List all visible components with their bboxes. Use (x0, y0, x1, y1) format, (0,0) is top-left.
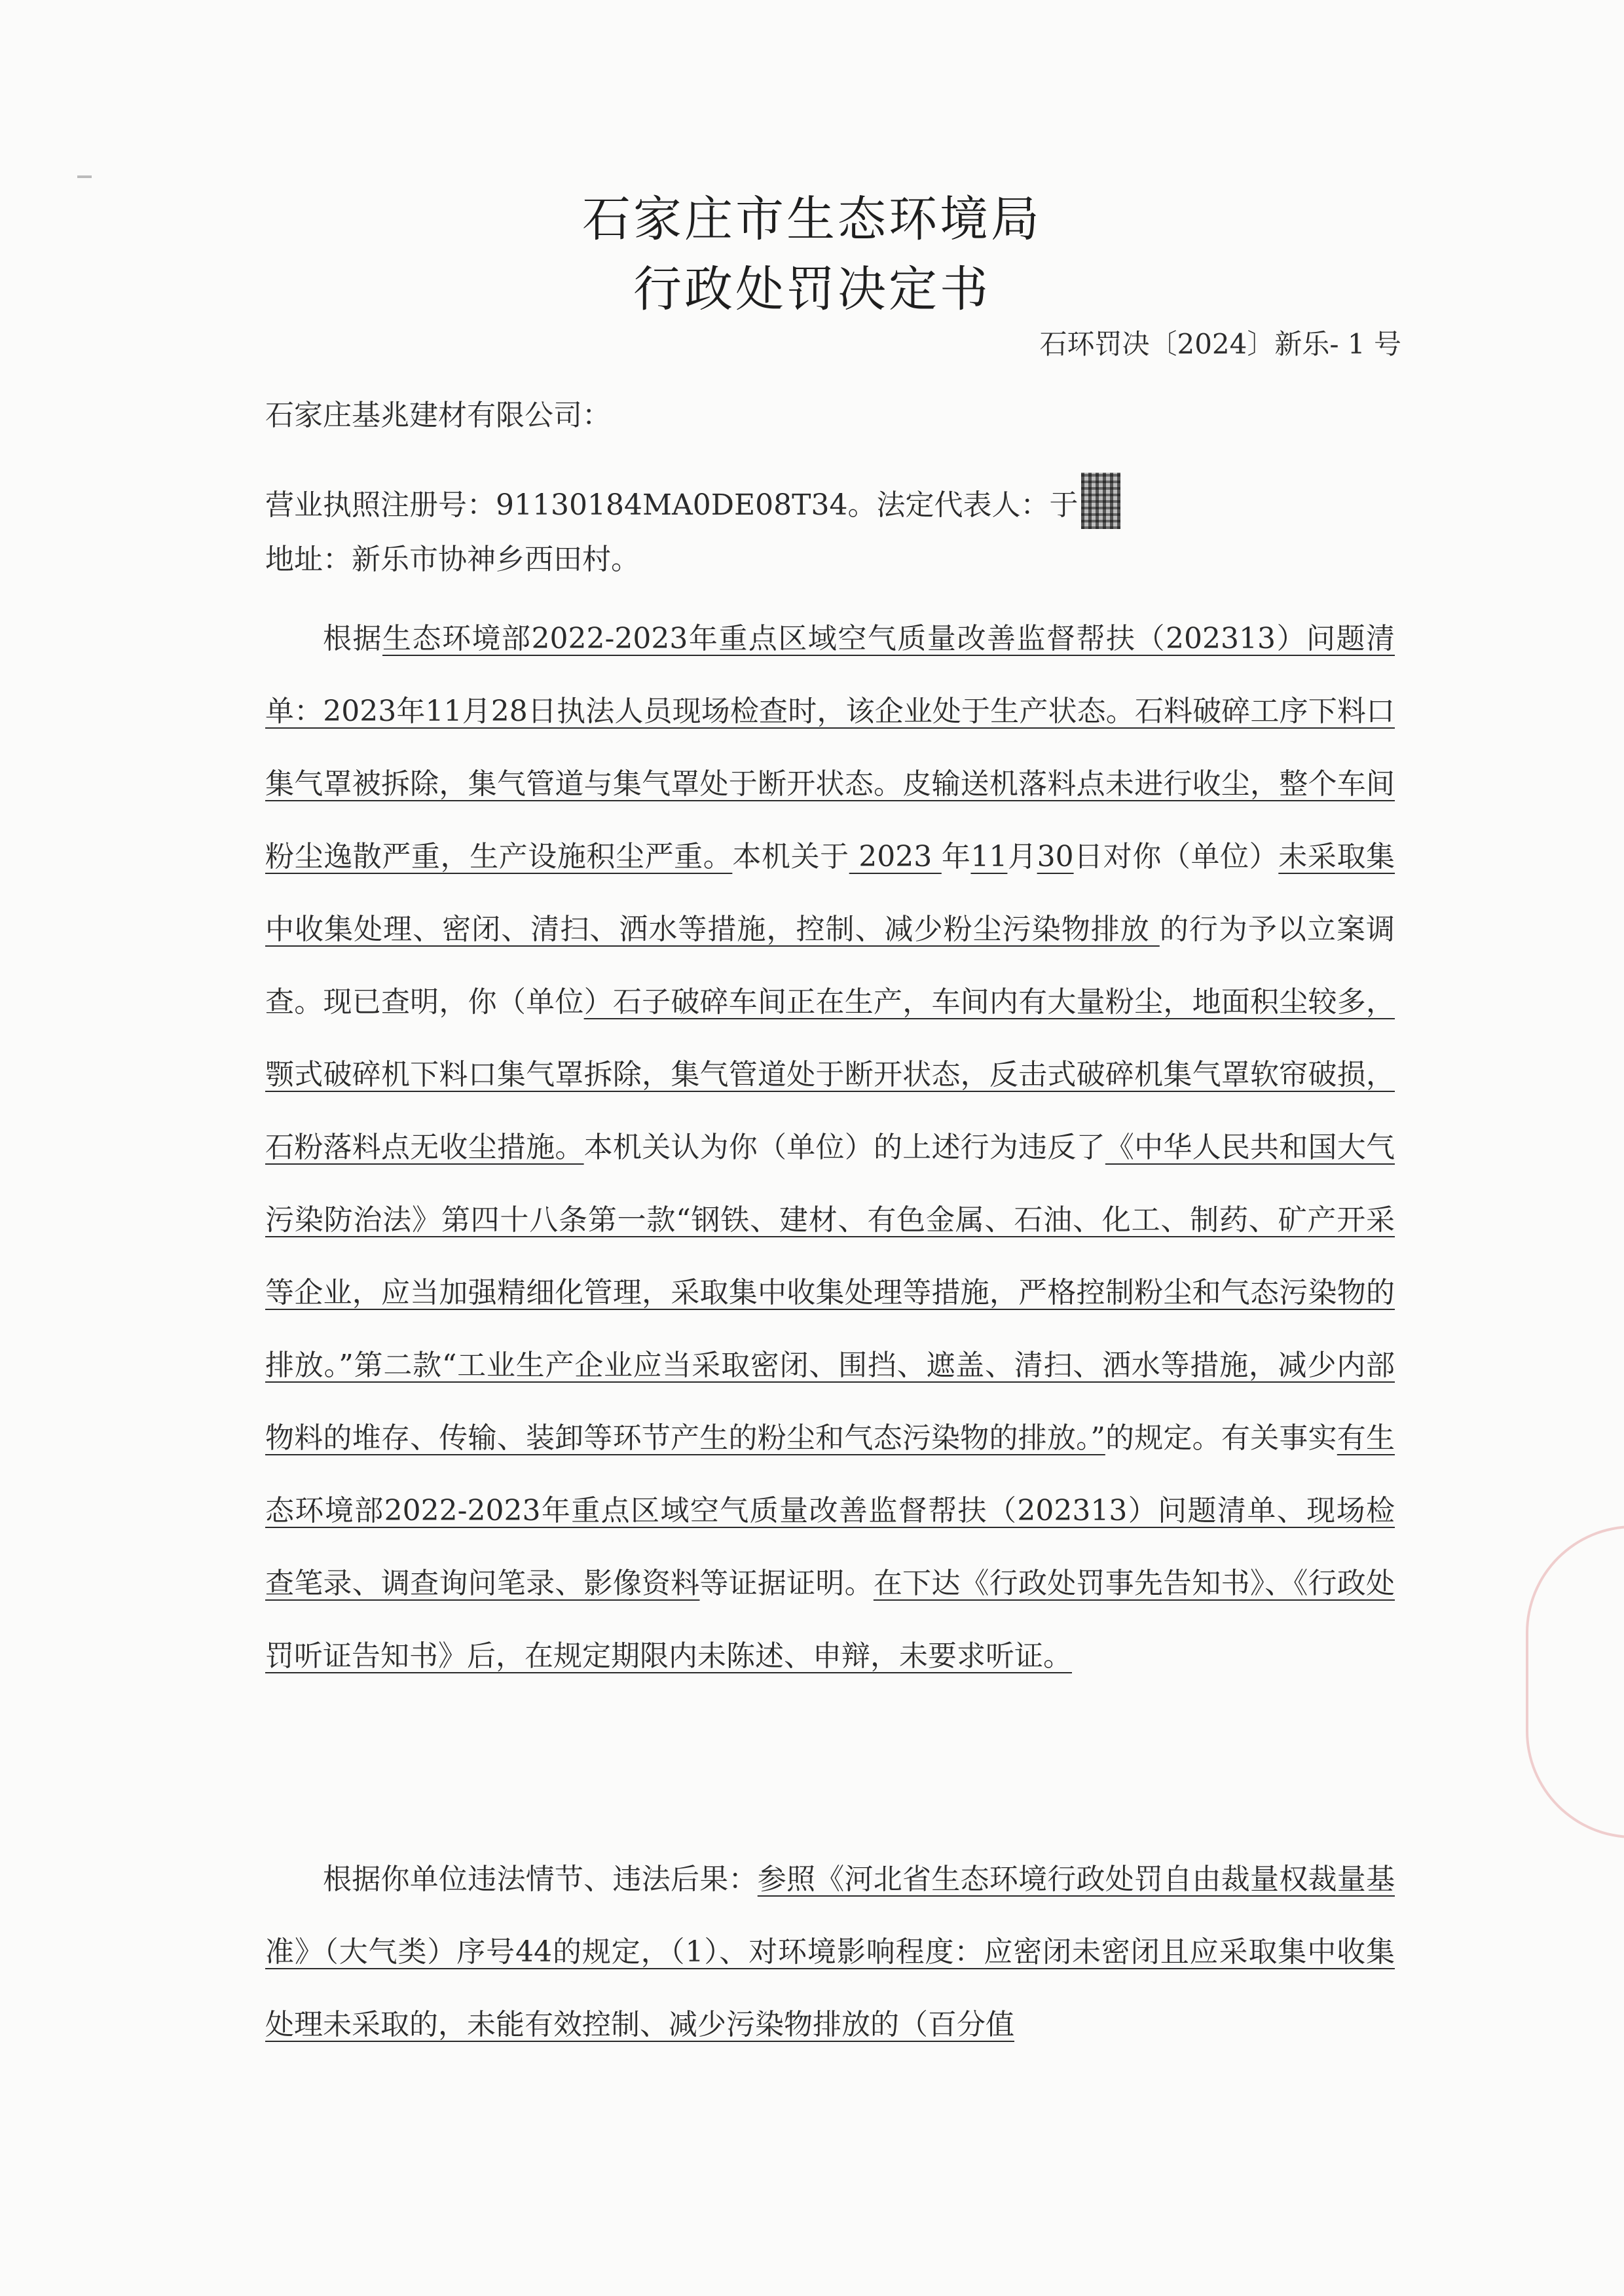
redaction-qr-icon (1081, 473, 1120, 529)
scan-mark (77, 175, 92, 178)
license-line (265, 473, 1120, 529)
body-paragraph-facts: 根据生态环境部2022-2023年重点区域空气质量改善监督帮扶（202313）问题清单：2023年11月28日执法人员现场检查时，该企业处于生产状态。石料破碎工序下料口集气罩被拆除，集气管道与集气罩处于断开状态。皮输送机落料点未进行收尘，整个车间粉尘逸散严重，生产设施积尘严重。本机关于 2023 年11月30日对你（单位）未采取集中收集处理、密闭、清扫、洒水等措施，控制、减少粉尘污染物排放 的行为予以立案调查。现已查明，你（单位）石子破碎车间正在生产，车间内有大量粉尘，地面积尘较多，颚式破碎机下料口集气罩拆除，集气管道处于断开状态，反击式破碎机集气罩软帘破损，石粉落料点无收尘措施。本机关认为你（单位）的上述行为违反了《中华人民共和国大气污染防治法》第四十八条第一款“钢铁、建材、有色金属、石油、化工、制药、矿产开采等企业，应当加强精细化管理，采取集中收集处理等措施，严格控制粉尘和气态污染物的排放。”第二款“工业生产企业应当采取密闭、围挡、遮盖、清扫、洒水等措施，减少内部物料的堆存、传输、装卸等环节产生的粉尘和气态污染物的排放。”的规定。有关事实有生态环境部2022-2023年重点区域空气质量改善监督帮扶（202313）问题清单、现场检查笔录、调查询问笔录、影像资料等证据证明。在下达《行政处罚事先告知书》、《行政处罚听证告知书》后，在规定期限内未陈述、申辩，未要求听证。 (265, 622, 1395, 1673)
document-number: 石环罚决〔2024〕新乐- 1 号 (1039, 328, 1401, 360)
recipient-address: 地址：新乐市协神乡西田村。 (265, 543, 640, 576)
license-text: 营业执照注册号：91130184MA0DE08T34。法定代表人：于 (265, 488, 1079, 522)
recipient-name: 石家庄基兆建材有限公司： (265, 399, 611, 432)
official-seal-partial (1526, 1525, 1624, 1838)
document-type-title: 行政处罚决定书 (633, 261, 991, 318)
agency-title: 石家庄市生态环境局 (582, 191, 1042, 247)
body-paragraph-basis: 根据你单位违法情节、违法后果：参照《河北省生态环境行政处罚自由裁量权裁量基准》（大气类）序号44的规定，（1）、对环境影响程度：应密闭未密闭且应采取集中收集处理未采取的，未能有效控制、减少污染物排放的（百分值 (265, 1863, 1395, 2041)
